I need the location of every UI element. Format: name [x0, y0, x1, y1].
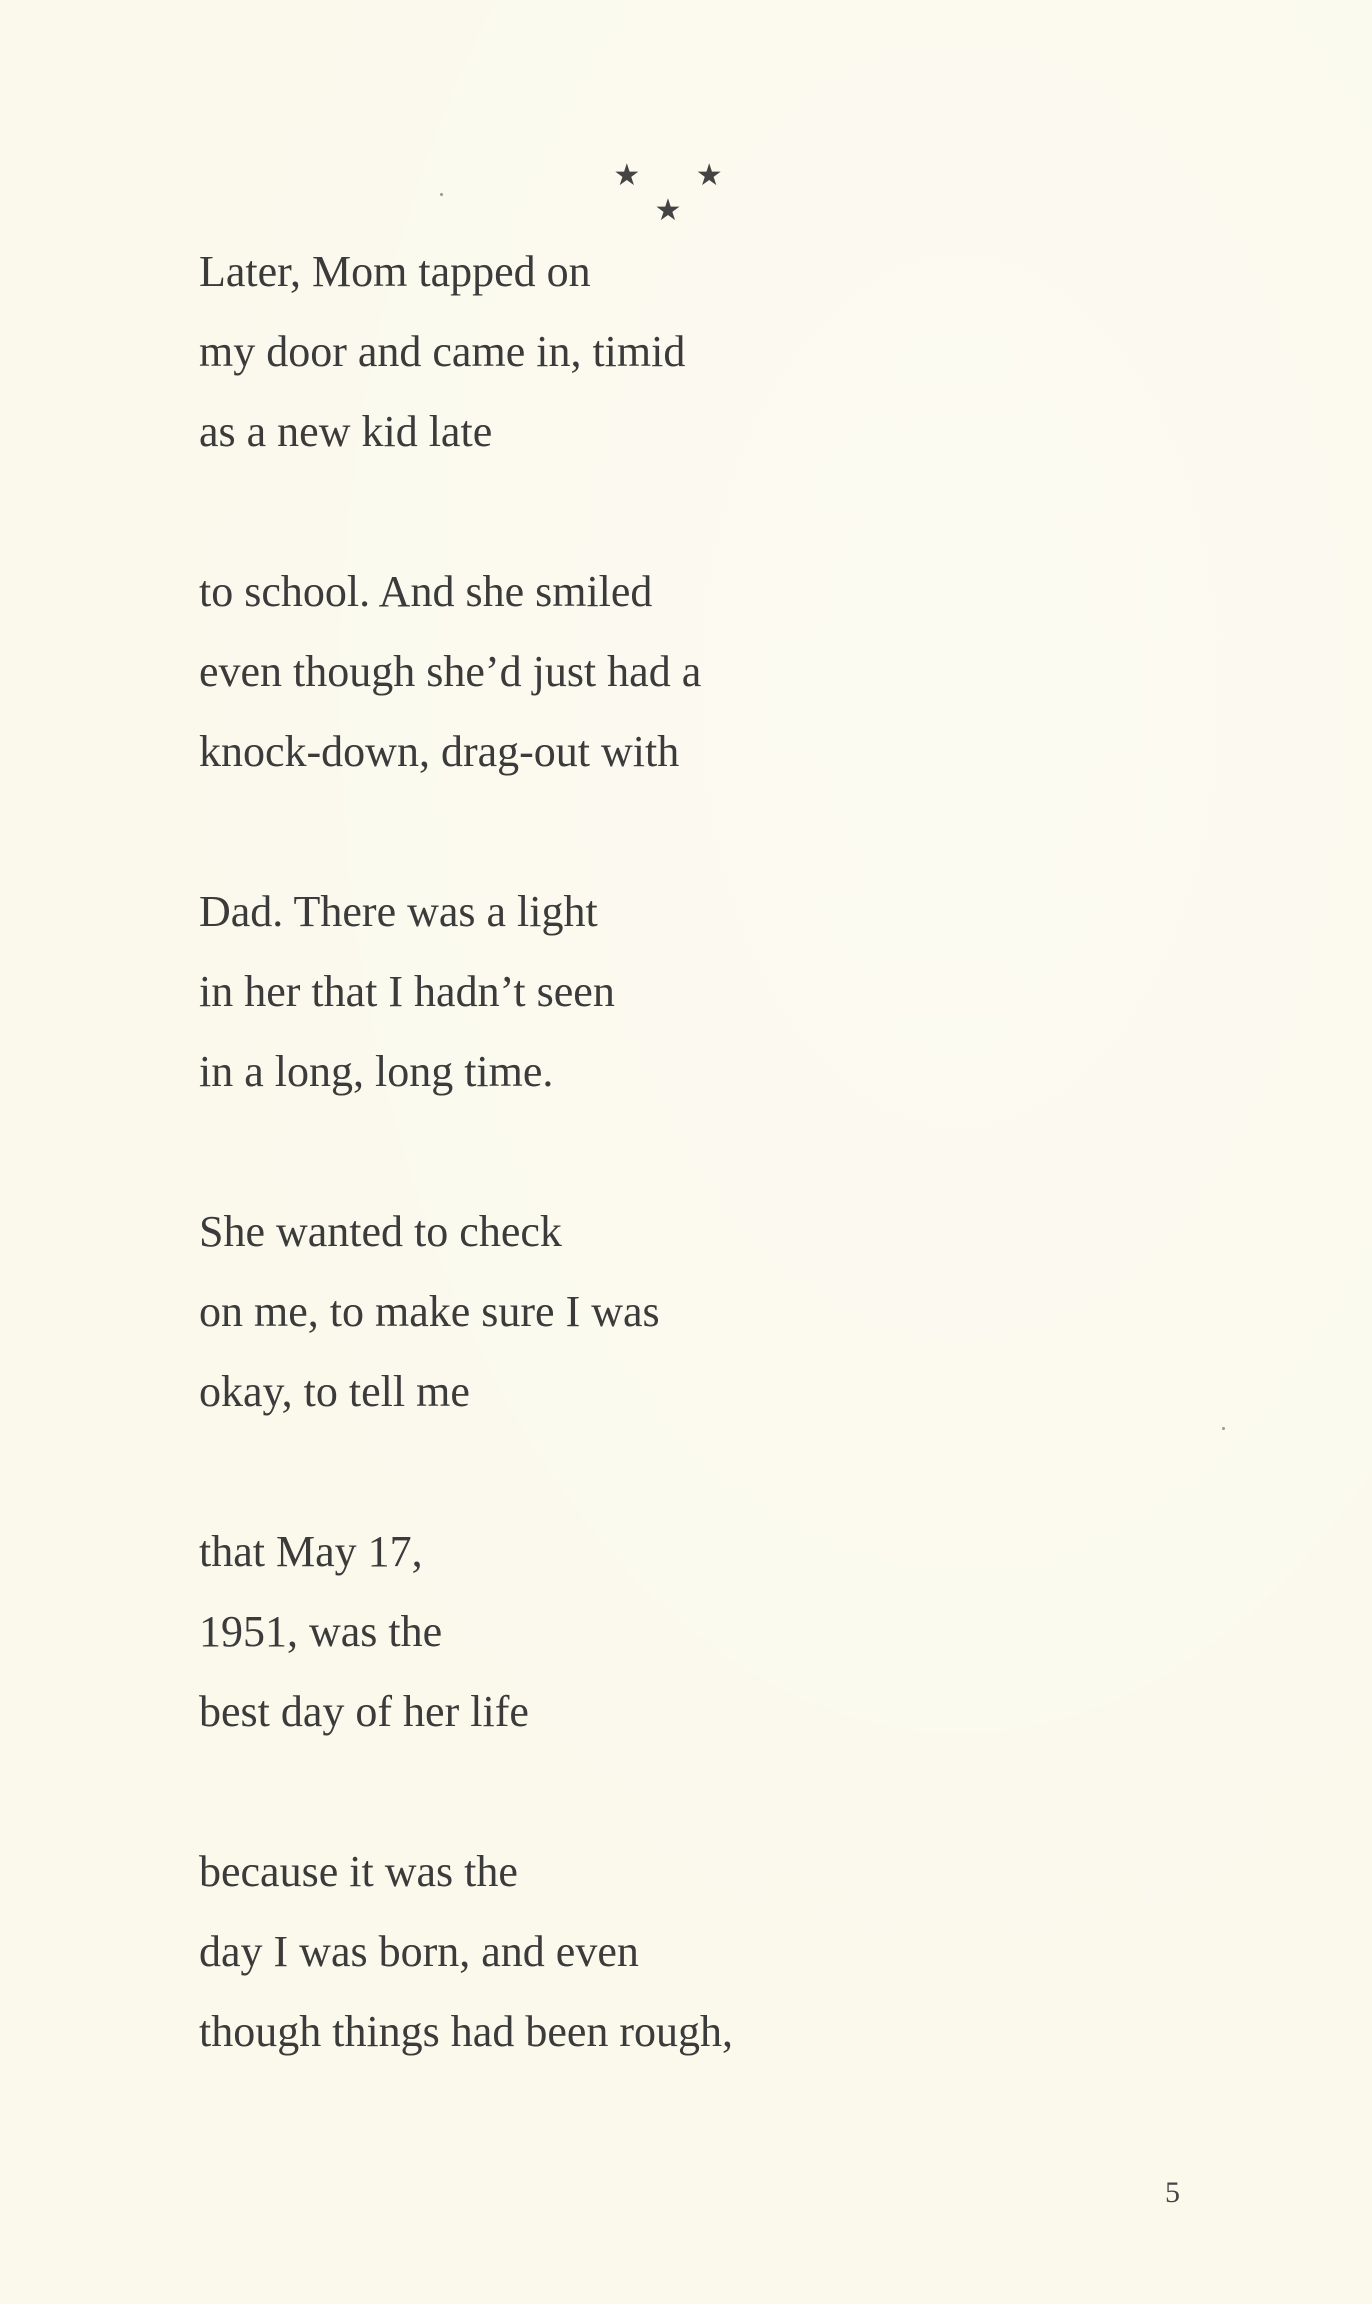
poem-line: okay, to tell me [199, 1367, 470, 1416]
poem-line: my door and came in, timid [199, 327, 686, 376]
stanza [199, 872, 1099, 1112]
poem-line: even though she’d just had a [199, 647, 702, 696]
stanza [199, 232, 1099, 472]
paper-speck [1222, 1427, 1225, 1430]
poem-line: in a long, long time. [199, 1047, 554, 1096]
poem-line: Dad. There was a light [199, 887, 598, 936]
paper-speck [440, 193, 443, 196]
poem-line: She wanted to check [199, 1207, 562, 1256]
stanza [199, 552, 1099, 792]
stanza [199, 1512, 1099, 1752]
poem-line: to school. And she smiled [199, 567, 653, 616]
stanza [199, 1192, 1099, 1432]
poem-line: on me, to make sure I was [199, 1287, 660, 1336]
page-number: 5 [1165, 2176, 1180, 2209]
section-break-stars: ★ ★ ★ [613, 159, 747, 227]
poem-line: best day of her life [199, 1687, 529, 1736]
stanza [199, 1832, 1099, 2072]
poem-line: though things had been rough, [199, 2007, 734, 2056]
poem-line: because it was the [199, 1847, 518, 1896]
poem-line: Later, Mom tapped on [199, 247, 591, 296]
poem-line: in her that I hadn’t seen [199, 967, 615, 1016]
poem-line: day I was born, and even [199, 1927, 639, 1976]
poem-line: knock-down, drag-out with [199, 727, 680, 776]
poem-line: 1951, was the [199, 1607, 443, 1656]
poem-line: that May 17, [199, 1527, 423, 1576]
poem-line: as a new kid late [199, 407, 493, 456]
poem-body [199, 232, 1099, 2152]
